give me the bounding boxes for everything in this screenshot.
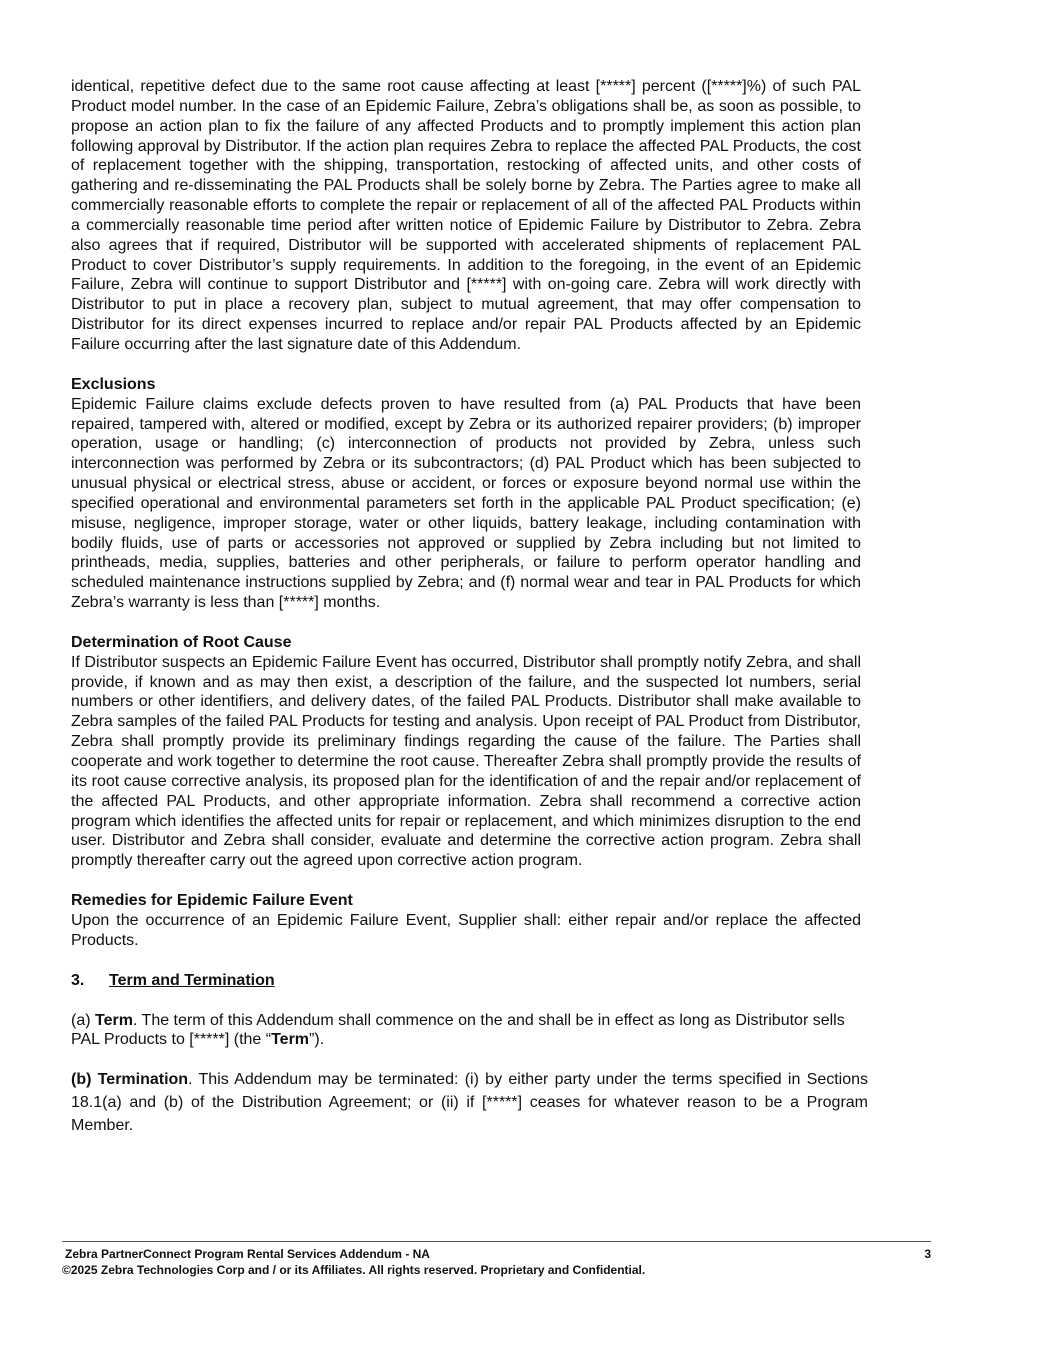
- term-defined: Term: [271, 1031, 310, 1049]
- remedies-paragraph: Upon the occurrence of an Epidemic Failure Event, Supplier shall: either repair and/or replace the affected Products.: [71, 911, 861, 949]
- footer-title-line: [65, 1247, 931, 1262]
- epidemic-failure-paragraph: identical, repetitive defect due to the same root cause affecting at least [*****] percent ([*****]%) of such PAL Product model number. In the case of an Epidemic Failure, Zebra’s obligations shall be, as soon as possible, to propose an action plan to fix the failure of any affected Products and to promptly implement this action plan following approval by Distributor. If the action plan requires Zebra to replace the affected PAL Products, the cost of replacement together with the shipping, transportation, restocking of affected units, and other costs of gathering and re-disseminating the PAL Products shall be solely borne by Zebra. The Parties agree to make all commercially reasonable efforts to complete the repair or replacement of all of the affected PAL Products within a commercially reasonable time period after written notice of Epidemic Failure by Distributor to Zebra. Zebra also agrees that if required, Distributor will be supported with accelerated shipments of replacement PAL Product to cover Distributor’s supply requirements. In addition to the foregoing, in the event of an Epidemic Failure, Zebra will continue to support Distributor and [*****] with on-going care. Zebra will work directly with Distributor to put in place a recovery plan, subject to mutual agreement, that may offer compensation to Distributor for its direct expenses incurred to replace and/or repair PAL Products affected by an Epidemic Failure occurring after the last signature date of this Addendum.: [71, 78, 861, 353]
- term-paragraph: [71, 1011, 861, 1051]
- document-body: [71, 77, 869, 1137]
- exclusions-paragraph: Epidemic Failure claims exclude defects proven to have resulted from (a) PAL Products that have been repaired, tampered with, altered or modified, except by Zebra or its authorized repairer providers; (b) improper operation, usage or handling; (c) interconnection of products not provided by Zebra, unless such interconnection was performed by Zebra or its subcontractors; (d) PAL Product which has been subjected to unusual physical or electrical stress, abuse or accident, or forces or exposure beyond normal use within the specified operational and environmental parameters set forth in the applicable PAL Product specification; (e) misuse, negligence, improper storage, water or other liquids, battery leakage, including contamination with bodily fluids, use of parts or accessories not approved or supplied by Zebra including but not limited to printheads, media, supplies, batteries and other peripherals, or failure to perform operator handling and scheduled maintenance instructions supplied by Zebra; and (f) normal wear and tear in PAL Products for which Zebra’s warranty is less than [*****] months.: [71, 395, 861, 612]
- footer-copyright: ©2025 Zebra Technologies Corp and / or its Affiliates. All rights reserved. Proprietary and Confidential.: [62, 1263, 646, 1277]
- term-suffix: ”).: [309, 1031, 325, 1049]
- term-label: Term: [95, 1011, 133, 1029]
- remedies-heading: Remedies for Epidemic Failure Event: [71, 892, 353, 910]
- page-number: 3: [924, 1247, 931, 1261]
- footer-title: Zebra PartnerConnect Program Rental Services Addendum - NA: [65, 1247, 430, 1261]
- footer-divider: [62, 1241, 931, 1242]
- termination-text: . This Addendum may be terminated: (i) by either party under the terms specified in Sections 18.1(a) and (b) of the Distribution Agreement; or (ii) if [*****] ceases for whatever reason to be a Program Member.: [71, 1071, 869, 1135]
- term-text: . The term of this Addendum shall commence on the and shall be in effect as long as Distributor sells PAL Products to [*****] (the “: [71, 1011, 845, 1049]
- term-prefix: (a): [71, 1011, 95, 1029]
- termination-paragraph: [71, 1068, 868, 1137]
- exclusions-heading: Exclusions: [71, 375, 156, 393]
- termination-label: (b) Termination: [71, 1071, 189, 1089]
- section-number: 3.: [71, 971, 85, 989]
- section-title-text: Term and Termination: [109, 971, 275, 989]
- root-cause-paragraph: If Distributor suspects an Epidemic Failure Event has occurred, Distributor shall promptly notify Zebra, and shall provide, if known and as may then exist, a description of the failure, and the suspected lot numbers, serial numbers or other identifiers, and delivery dates, of the failed PAL Products. Distributor shall make available to Zebra samples of the failed PAL Products for testing and analysis. Upon receipt of PAL Product from Distributor, Zebra shall promptly provide its preliminary findings regarding the cause of the failure. The Parties shall cooperate and work together to determine the root cause. Thereafter Zebra shall promptly provide the results of its root cause corrective analysis, its proposed plan for the identification of and the repair and/or replacement of the affected PAL Products, and other appropriate information. Zebra shall recommend a corrective action program which identifies the affected units for repair or replacement, and which minimizes disruption to the end user. Distributor and Zebra shall consider, evaluate and determine the corrective action program. Zebra shall promptly thereafter carry out the agreed upon corrective action program.: [71, 653, 861, 870]
- root-cause-heading: Determination of Root Cause: [71, 633, 292, 651]
- section-3-title: [71, 971, 861, 991]
